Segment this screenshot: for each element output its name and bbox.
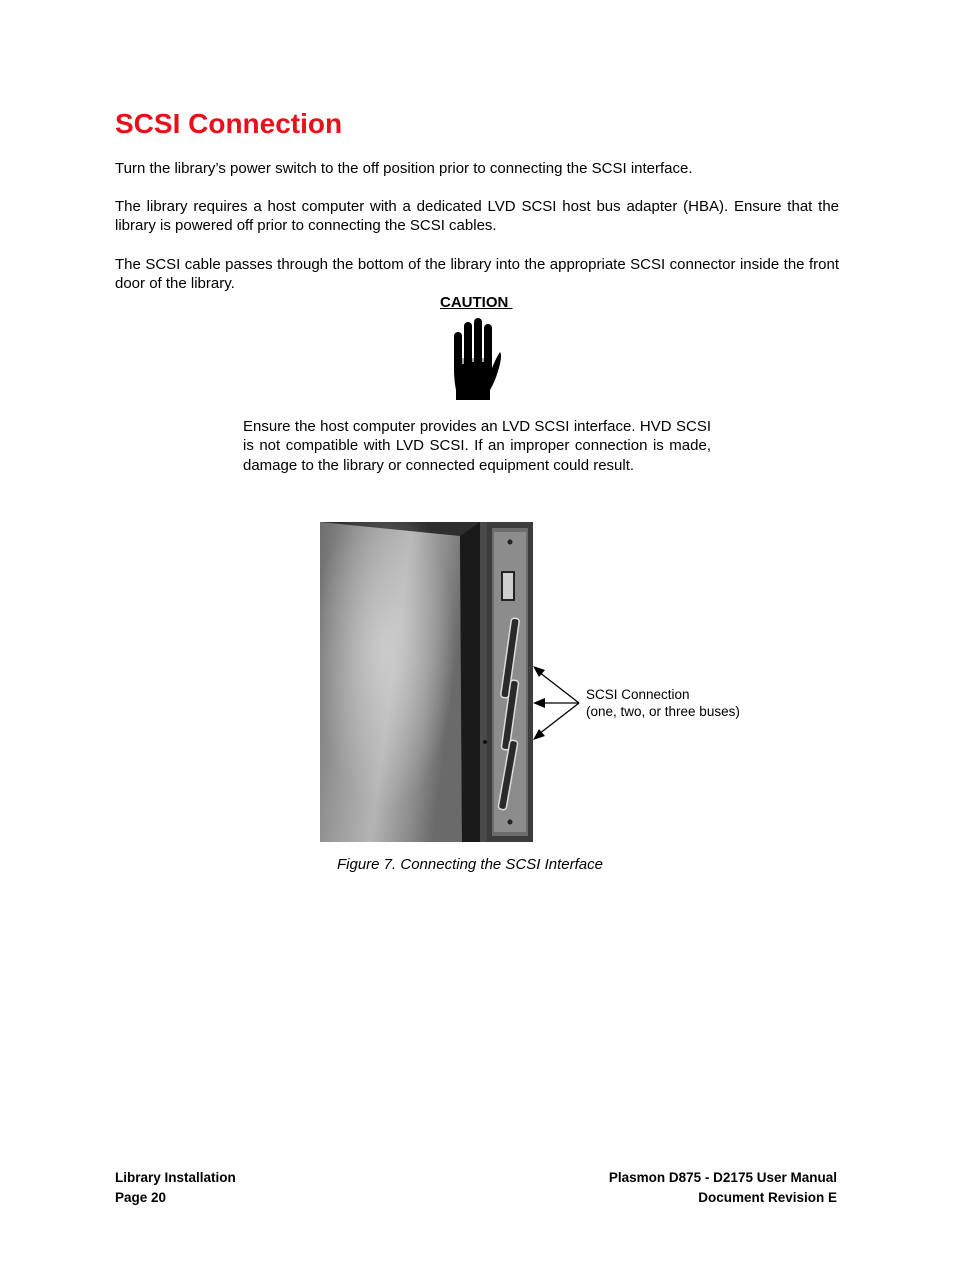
callout-arrows xyxy=(533,666,583,740)
intro-paragraph: Turn the library’s power switch to the off position prior to connecting the SCSI interface. xyxy=(115,160,693,177)
footer-left xyxy=(115,1168,236,1207)
footer-manual-title: Plasmon D875 - D2175 User Manual xyxy=(608,1170,837,1185)
stop-hand-icon xyxy=(452,318,502,400)
figure-caption: Figure 7. Connecting the SCSI Interface xyxy=(337,856,603,873)
footer-page-number: Page 20 xyxy=(115,1189,167,1205)
callout-label xyxy=(586,687,786,720)
caution-text: Ensure the host computer provides an LVD SCSI interface. HVD SCSI is not compatible with LVD SCSI. If an improper connection is made, damage to the library or connected equipment could result. xyxy=(243,418,711,474)
footer-section: Library Installation xyxy=(115,1170,236,1185)
caution-label: CAUTION xyxy=(440,294,513,311)
cable-paragraph: The SCSI cable passes through the bottom of the library into the appropriate SCSI connector inside the front door of the library. xyxy=(115,256,839,293)
hba-paragraph: The library requires a host computer with a dedicated LVD SCSI host bus adapter (HBA). Ensure that the library is powered off prior to connecting the SCSI cables. xyxy=(115,198,839,235)
footer-revision: Document Revision E xyxy=(698,1189,837,1205)
scsi-connector-photo xyxy=(320,522,533,842)
callout-line-2: (one, two, or three buses) xyxy=(586,703,740,719)
callout-line-1: SCSI Connection xyxy=(586,687,690,702)
footer-right xyxy=(609,1168,837,1207)
page-title: SCSI Connection xyxy=(115,108,343,139)
